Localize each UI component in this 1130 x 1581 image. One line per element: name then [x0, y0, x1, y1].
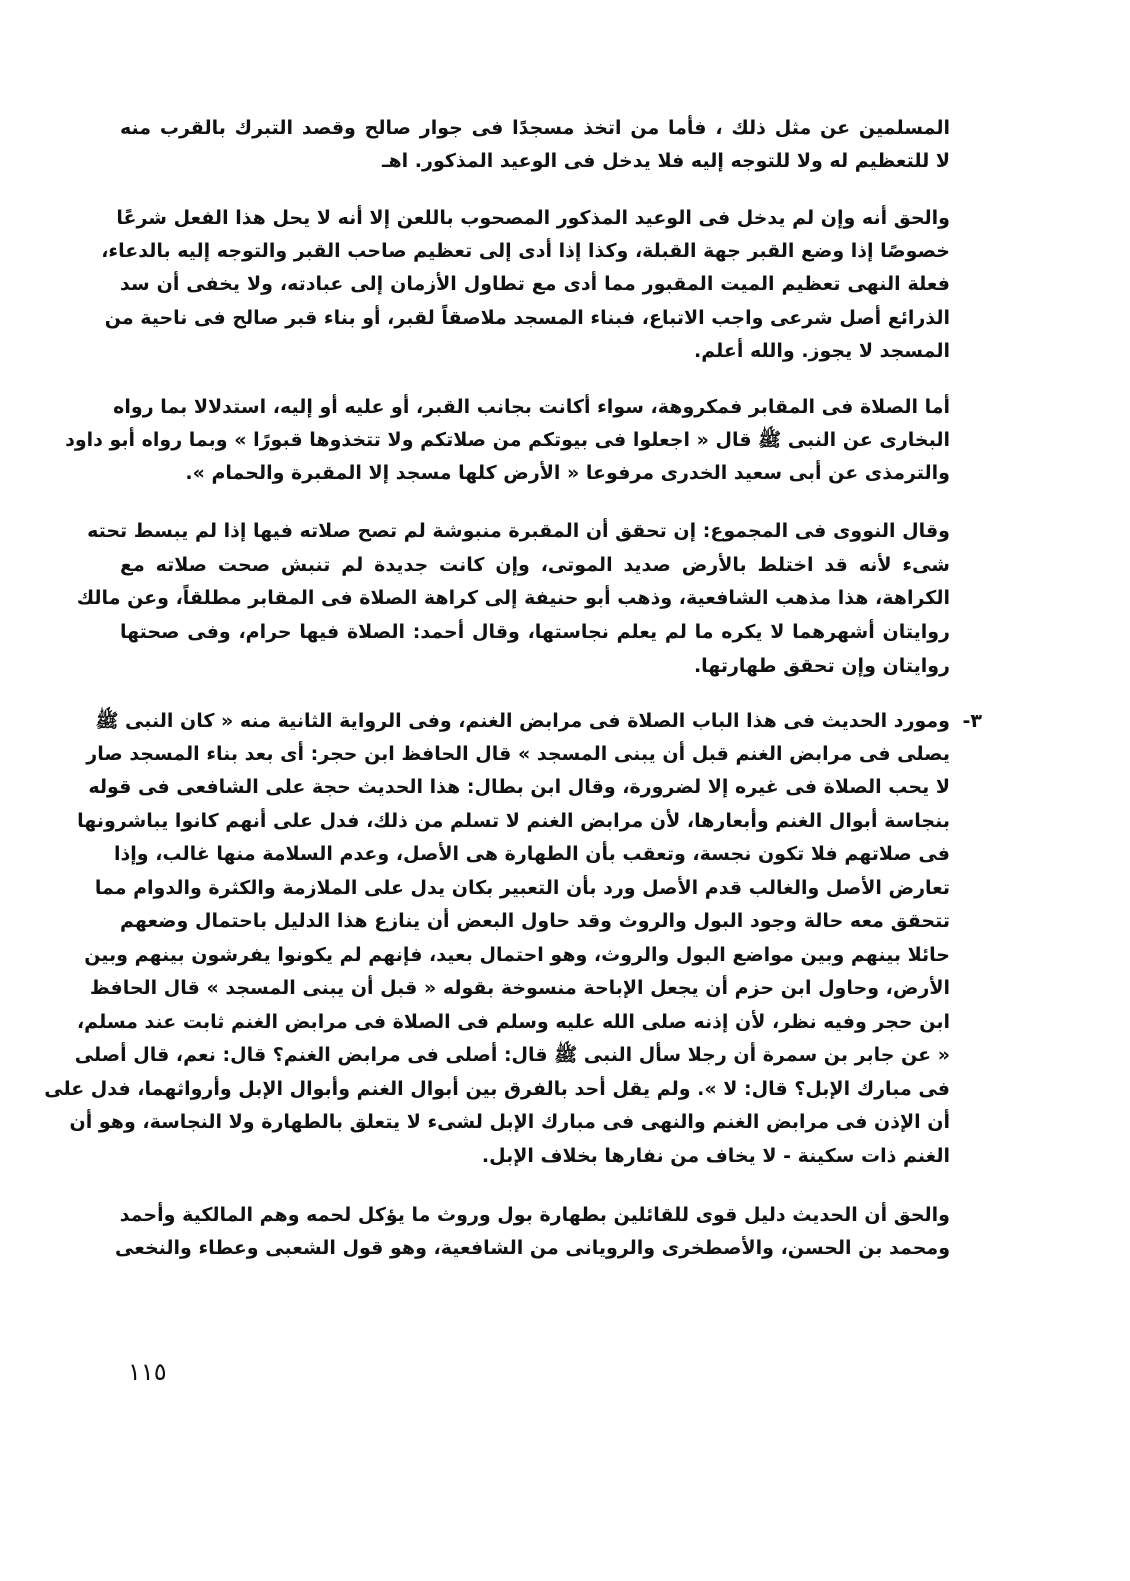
p5-line-9: الأرض، وحاول ابن حزم أن يجعل الإباحة منسوخة بقوله « قبل أن يبنى المسجد » قال الحافظ [89, 977, 950, 999]
p3-line-2: البخارى عن النبى ﷺ قال « اجعلوا فى بيوتكم من صلاتكم ولا تتخذوها قبورًا » وبما رواه أبو داود [65, 429, 950, 451]
p3-line-1: أما الصلاة فى المقابر فمكروهة، سواء أكانت بجانب القبر، أو عليه أو إليه، استدلالا بما رواه [113, 396, 950, 418]
p5-line-8: حائلا بينهم وبين مواضع البول والروث، وهو احتمال بعيد، فإنهم لم يكونوا يفرشون بينهم وبين [84, 944, 950, 966]
p5-line-14: الغنم ذات سكينة - لا يخاف من نفارها بخلاف الإبل. [481, 1145, 950, 1167]
p4-line-5: روايتان وإن تحقق طهارتها. [693, 655, 950, 677]
p5-line-4: بنجاسة أبوال الغنم وأبعارها، لأن مرابض الغنم لا تسلم من ذلك، فدل على أنهم كانوا يباشرونها [77, 810, 950, 832]
p5-line-5: فى صلاتهم فلا تكون نجسة، وتعقب بأن الطهارة هى الأصل، وعدم السلامة منها غالب، وإذا [114, 843, 950, 865]
p5-line-10: ابن حجر وفيه نظر، لأن إذنه صلى الله عليه وسلم فى الصلاة فى مرابض الغنم ثابت عند مسلم، [76, 1011, 950, 1033]
p4-line-2: شىء لأنه قد اختلط بالأرض صديد الموتى، وإن كانت جديدة لم تنبش صحت صلاته مع [120, 554, 950, 576]
p4-line-4: روايتان أشهرهما لا يكره ما لم يعلم نجاستها، وقال أحمد: الصلاة فيها حرام، وفى صحتها [120, 621, 950, 643]
p4-line-1: وقال النووى فى المجموع: إن تحقق أن المقبرة منبوشة لم تصح صلاته فيها إذا لم يبسط تحته [87, 520, 950, 542]
item-number-marker: ٣- [962, 710, 982, 732]
p5-line-11: « عن جابر بن سمرة أن رجلا سأل النبى ﷺ قال: أصلى فى مرابض الغنم؟ قال: نعم، قال أصلى [74, 1044, 950, 1066]
p5-line-12: فى مبارك الإبل؟ قال: لا ». ولم يقل أحد بالفرق بين أبوال الغنم وأبوال الإبل وأرواثهما، فدل على [44, 1078, 950, 1100]
p5-line-1: ومورد الحديث فى هذا الباب الصلاة فى مرابض الغنم، وفى الرواية الثانية منه « كان النبى ﷺ [95, 710, 950, 732]
p4-line-3: الكراهة، هذا مذهب الشافعية، وذهب أبو حنيفة إلى كراهة الصلاة فى المقابر مطلقاً، وعن مالك [76, 587, 950, 609]
p1-line-2: لا للتعظيم له ولا للتوجه إليه فلا يدخل فى الوعيد المذكور. اهـ [382, 150, 950, 172]
p6-line-1: والحق أن الحديث دليل قوى للقائلين بطهارة بول وروث ما يؤكل لحمه وهم المالكية وأحمد [119, 1204, 950, 1226]
p2-line-4: الذرائع أصل شرعى واجب الاتباع، فبناء المسجد ملاصقاً لقبر، أو بناء قبر صالح فى ناحية من [104, 307, 950, 329]
p3-line-3: والترمذى عن أبى سعيد الخدرى مرفوعا « الأرض كلها مسجد إلا المقبرة والحمام ». [185, 462, 950, 484]
p6-line-2: ومحمد بن الحسن، والأصطخرى والرويانى من الشافعية، وهو قول الشعبى وعطاء والنخعى [115, 1237, 950, 1259]
p2-line-1: والحق أنه وإن لم يدخل فى الوعيد المذكور المصحوب باللعن إلا أنه لا يحل هذا الفعل شرعًا [116, 207, 950, 229]
p5-line-7: تتحقق معه حالة وجود البول والروث وقد حاول البعض أن ينازع هذا الدليل باحتمال وضعهم [120, 910, 950, 932]
p5-line-2: يصلى فى مرابض الغنم قبل أن يبنى المسجد » قال الحافظ ابن حجر: أى بعد بناء المسجد صار [86, 743, 950, 765]
p2-line-5: المسجد لا يجوز. والله أعلم. [694, 340, 950, 362]
p5-line-13: أن الإذن فى مرابض الغنم والنهى فى مبارك الإبل لشىء لا يتعلق بالطهارة ولا النجاسة، وهو أن [69, 1111, 950, 1133]
p2-line-2: خصوصًا إذا وضع القبر جهة القبلة، وكذا إذا أدى إلى تعظيم صاحب القبر والتوجه إليه بالدعاء، [101, 240, 950, 262]
p1-line-1: المسلمين عن مثل ذلك ، فأما من اتخذ مسجدًا فى جوار صالح وقصد التبرك بالقرب منه [120, 117, 950, 139]
p2-line-3: فعلة النهى تعظيم الميت المقبور مما أدى مع تطاول الأزمان إلى عبادته، ولا يخفى أن سد [120, 273, 950, 295]
page-number: ١١٥ [128, 1358, 167, 1386]
p5-line-3: لا يحب الصلاة فى غيره إلا لضرورة، وقال ابن بطال: هذا الحديث حجة على الشافعى فى قوله [88, 776, 950, 798]
p5-line-6: تعارض الأصل والغالب قدم الأصل ورد بأن التعبير بكان يدل على الملازمة والكثرة والدوام مما [94, 877, 950, 899]
